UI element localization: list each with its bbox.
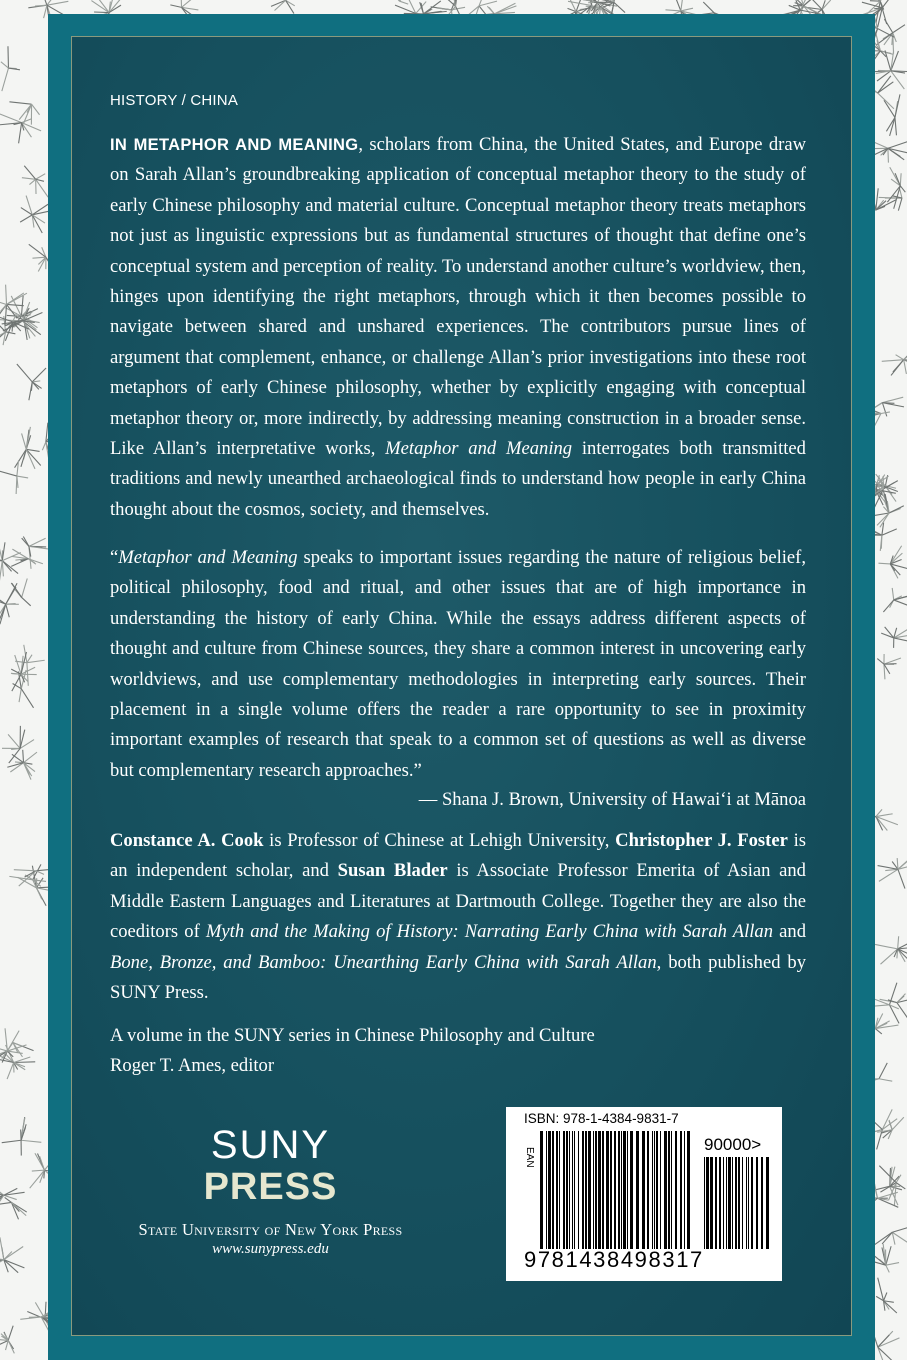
logo-press: PRESS bbox=[203, 1166, 338, 1208]
price-barcode bbox=[704, 1157, 770, 1249]
price-code: 90000> bbox=[704, 1135, 762, 1154]
quote-attribution: — Shana J. Brown, University of Hawaiʻi at Mānoa bbox=[418, 789, 806, 810]
bio-text-2: is an independent scholar, and bbox=[110, 830, 806, 882]
editors-bio bbox=[110, 826, 806, 1008]
editor-name-1: Constance A. Cook bbox=[110, 830, 264, 851]
book-title-1: Myth and the Making of History: Narrating Early China with Sarah Allan bbox=[205, 921, 774, 943]
editor-name-3: Susan Blader bbox=[337, 860, 448, 882]
series-line: A volume in the SUNY series in Chinese Philosophy and Culture bbox=[110, 1025, 595, 1046]
series-editor: Roger T. Ames, editor bbox=[110, 1055, 275, 1076]
barcode-box bbox=[506, 1107, 782, 1281]
book-description bbox=[110, 130, 806, 525]
ean-label: EAN bbox=[524, 1147, 535, 1168]
ean-digits: 9781438498317 bbox=[524, 1247, 704, 1272]
publisher-url: www.sunypress.edu bbox=[212, 1241, 329, 1257]
suny-press-logo bbox=[0, 1124, 541, 1258]
book-title-2: Bone, Bronze, and Bamboo: Unearthing Early China with Sarah Allan bbox=[110, 951, 657, 973]
description-text-1: , scholars from China, the United States, and Europe draw on Sarah Allan’s groundbreaking application of conceptual metaphor theory to the study of early Chinese philosophy and material culture. Conceptual metaphor theory treats metaphors not just as linguistic expressions but as fundamental structures of thought that define one’s conceptual system and perception of reality. To understand another culture’s worldview, then, hinges upon identifying the right metaphors, through which it then becomes possible to navigate between shared and unshared experiences. The contributors pursue lines of argument that complement, enhance, or challenge Allan’s prior investigations into these root metaphors of early Chinese philosophy, whether by explicitly engaging with conceptual metaphor theory or, more indirectly, by addressing meaning construction in a broader sense. Like Allan’s interpretative works, bbox=[110, 134, 806, 460]
quote-title: Metaphor and Meaning bbox=[118, 547, 298, 568]
bio-text-3: is Associate Professor Emerita of Asian and Middle Eastern Languages and Literatures at Dartmouth College. Together they are also the coeditors of bbox=[110, 860, 806, 943]
series-info bbox=[110, 1021, 595, 1081]
editor-name-2: Christopher J. Foster bbox=[615, 830, 788, 851]
description-text-2: interrogates both transmitted traditions and newly unearthed archaeological finds to understand how people in early China thought about the cosmos, society, and themselves. bbox=[110, 438, 806, 520]
logo-suny: SUNY bbox=[210, 1123, 331, 1167]
description-title: Metaphor and Meaning bbox=[385, 438, 573, 460]
isbn-label: ISBN: 978-1-4384-9831-7 bbox=[524, 1111, 679, 1126]
quote-open-mark: “ bbox=[110, 547, 119, 568]
bio-text-5: , both published by SUNY Press. bbox=[110, 951, 806, 1004]
description-lead: IN METAPHOR AND MEANING bbox=[110, 136, 359, 154]
isbn-barcode bbox=[540, 1131, 692, 1249]
quote-text: speaks to important issues regarding the nature of religious belief, political philosophy, food and ritual, and other issues that are of high importance in understanding the history of early China. While the essays address different aspects of thought and culture from Chinese sources, they share a common interest in uncovering early worldviews, and use complementary methodologies in interpreting early sources. Their placement in a single volume offers the reader a rare opportunity to see in proximity important examples of research that speak to a common set of questions as well as diverse but complementary research approaches.” bbox=[110, 547, 807, 781]
review-quote bbox=[110, 543, 806, 786]
publisher-name: State University of New York Press bbox=[138, 1220, 403, 1239]
bio-text-4: and bbox=[773, 921, 806, 943]
bio-text-1: is Professor of Chinese at Lehigh University, bbox=[263, 830, 616, 851]
category-label: HISTORY / CHINA bbox=[110, 92, 239, 109]
